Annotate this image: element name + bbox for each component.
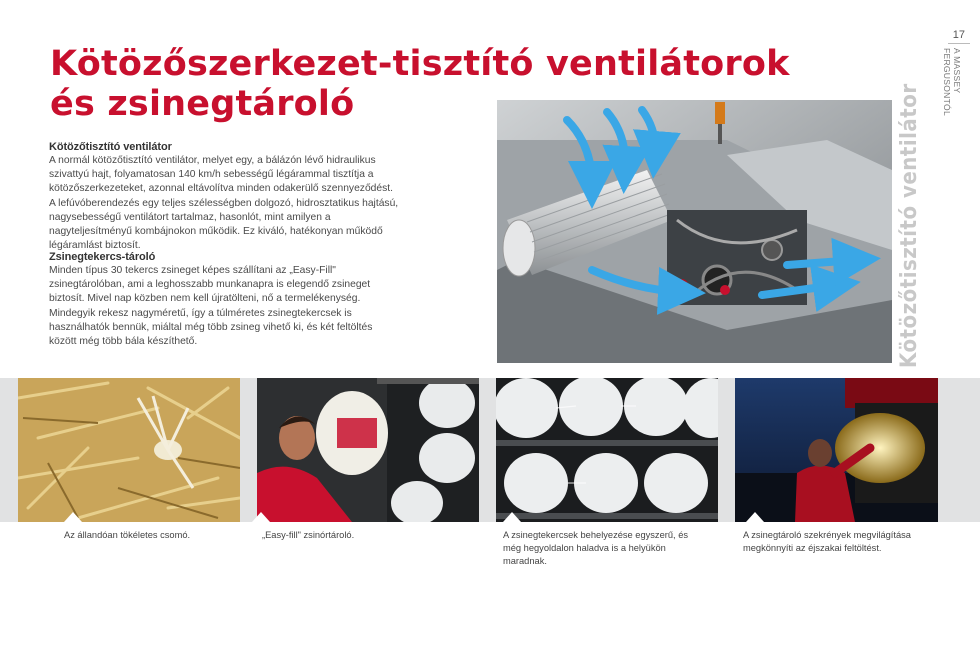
page-number: 17 — [952, 29, 965, 41]
caption-pointer — [746, 512, 764, 522]
section-cleaning-fan — [49, 140, 399, 253]
knotter-fan-svg — [497, 100, 892, 363]
section-twine-storage — [49, 250, 399, 349]
page-number-rule — [948, 43, 970, 44]
photo-caption-3: A zsinegtekercsek behelyezése egyszerű, és még hegyoldalon haladva is a helyükön maradnak. — [503, 530, 689, 566]
brand-tagline: A MASSEY FERGUSONTÓL — [942, 48, 962, 117]
operator-loading-twine-image — [257, 378, 479, 522]
twine-rolls-image — [496, 378, 718, 522]
twine-rolls-photo — [496, 378, 718, 522]
section-body: Minden típus 30 tekercs zsineget képes szállítani az „Easy-Fill" zsinegtárolóban, ami a leghosszabb munkanapra is elegendő zsineget biztosít. Mivel nap közben nem kell újratölteni, nő a termelékenység. Mindegyik rekesz nagyméretű, így a túlméretes zsinegtekercsek is használhatók bennük, miáltal még több zsineg vihető ki, és két feltöltés között még több bála készíthető. — [49, 265, 373, 348]
page-title-line-2: és zsinegtároló — [50, 84, 355, 124]
photo-caption-2: „Easy-fill" zsinórtároló. — [262, 530, 355, 540]
section-heading: Kötözőtisztító ventilátor — [49, 141, 172, 153]
twine-roll — [316, 391, 388, 475]
knotter-fan-illustration — [497, 100, 892, 363]
vertical-section-label: Kötözőtisztító ventilátor — [897, 83, 922, 368]
photo-caption-4: A zsinegtároló szekrények megvilágítása megkönnyíti az éjszakai feltöltést. — [743, 530, 911, 553]
page-title-line-1: Kötözőszerkezet-tisztító ventilátorok — [50, 44, 790, 84]
caption-pointer — [503, 512, 521, 522]
photo-caption-1: Az állandóan tökéletes csomó. — [64, 530, 191, 540]
caption-pointer — [252, 512, 270, 522]
caption-pointer — [64, 512, 82, 522]
easy-fill-photo — [257, 378, 479, 522]
section-body: A normál kötözőtisztító ventilátor, melyet egy, a bálázón lévő hidraulikus szivattyú hajt, folyamatosan 140 km/h sebességű légárammal tisztítja a kötözőszerkezeteket, azonnal eltávolítva minden odakerülő szennyeződést. A lefúvóberendezés egy teljes szélességben dolgozó, hidrosztatikus hajtású, nagysebességű ventilátort tartalmaz, hasonlót, mint amilyen a nagyteljesítményű kombájnokon működik. Ez kiváló, hatékonyan működő légáramlást biztosít. — [49, 155, 399, 252]
straw-knot-image — [18, 378, 240, 522]
section-heading: Zsinegtekercs-tároló — [49, 251, 156, 263]
night-lighting-photo — [735, 378, 938, 522]
knot-photo — [18, 378, 240, 522]
night-refill-image — [735, 378, 938, 522]
